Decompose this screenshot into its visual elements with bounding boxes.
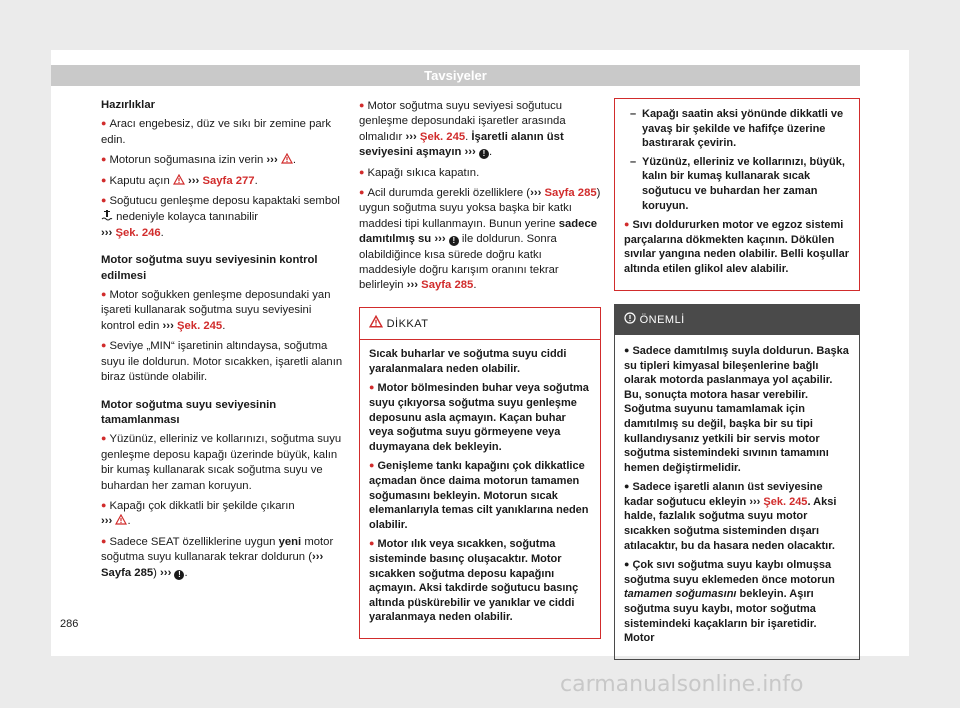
list-item: ● Soğutucu genleşme deposu kapaktaki sembol nedeniyle kolayca tanınabilir ››› Şek. 246. <box>101 193 347 241</box>
warning-box-body <box>360 340 600 638</box>
page-reference-link[interactable]: Sayfa 285 <box>101 566 154 579</box>
figure-reference-link[interactable]: Şek. 245 <box>763 495 808 508</box>
column-2 <box>359 98 601 639</box>
page-reference-link[interactable]: Sayfa 277 <box>202 174 255 187</box>
figure-reference-link[interactable]: Şek. 246 <box>115 226 161 239</box>
list-item: ● Sadece SEAT özelliklerine uygun yeni motor soğutma suyu kullanarak tekrar doldurun (››› Sayfa 285) ››› ! . <box>101 534 347 581</box>
warning-box-continued <box>614 98 860 291</box>
dash-item: – Yüzünüz, elleriniz ve kollarınızı, büyük, kalın bir kumaş kullanarak sıcak soğutucu ve buhardan her zaman koruyun. <box>624 155 850 213</box>
info-circle-icon: ! <box>174 570 184 580</box>
info-circle-icon: ! <box>479 149 489 159</box>
warning-item: ● Motor ılık veya sıcakken, soğutma sisteminde basınç oluşacaktır. Motor sıcakken soğutma deposu kapağını açmayın. Aksi takdirde soğutucu basınç altında püskürebilir ve yanıklar ve ciddi yaralanmaya neden olabilir. <box>369 536 591 625</box>
list-item: ● Seviye „MIN“ işaretinin altındaysa, soğutma suyu ile doldurun. Motor sıcakken, işaretli alanın biraz üstünde olabilir. <box>101 338 347 385</box>
heading-check-level: Motor soğutma suyu seviyesinin kontrol edilmesi <box>101 254 318 282</box>
list-item: ● Acil durumda gerekli özelliklere (››› Sayfa 285) uygun soğutma suyu yoksa başka bir katkı maddesi tipi kullanmayın. Bunun yerine sadece damıtılmış su ››› ! ile doldurun. Sonra olabildiğince kısa sürede doğru katkı maddesiyle doğru karışım oranını tekrar belirleyin ››› Sayfa 285. <box>359 185 601 294</box>
note-item: ● Sadece işaretli alanın üst seviyesine kadar soğutucu ekleyin ››› Şek. 245. Aksi halde, fazlalık soğutma suyu motor sıcakken soğutma sisteminden dışarı atılacaktır, bu da hasara neden olacaktır. <box>624 479 850 553</box>
warning-triangle-icon <box>281 153 293 164</box>
heading-preparations: Hazırlıklar <box>101 99 156 111</box>
watermark: carmanualsonline.info <box>560 672 804 697</box>
heading-top-up: Motor soğutma suyu seviyesinin tamamlanması <box>101 398 277 426</box>
list-item: ● Kapağı sıkıca kapatın. <box>359 165 601 181</box>
list-item: ● Yüzünüz, elleriniz ve kollarınızı, soğutma suyu genleşme deposu kapağı üzerinde büyük, kalın bir kumaş kullanarak sıcak soğutma suyu ve buhardan her zaman koruyun. <box>101 431 347 494</box>
warning-box-header <box>360 308 600 340</box>
coolant-symbol-icon <box>101 209 113 221</box>
column-3 <box>614 98 860 660</box>
column-1 <box>101 98 347 585</box>
warning-box <box>359 307 601 639</box>
page-reference-link[interactable]: Sayfa 285 <box>544 187 597 200</box>
note-box-header <box>615 305 859 335</box>
section-header: Tavsiyeler <box>51 65 860 86</box>
figure-reference-link[interactable]: Şek. 245 <box>176 319 223 332</box>
note-box <box>614 304 860 660</box>
warning-item: ● Genişleme tankı kapağını çok dikkatlice açmadan önce daima motorun tamamen soğumasını bekleyin. Motorun sıcak elemanlarıyla temas cilt yanıklarına neden olabilir. <box>369 458 591 532</box>
info-circle-icon: ! <box>449 236 459 246</box>
page-reference-link[interactable]: Sayfa 285 <box>421 279 474 292</box>
warning-item: ● Sıvı doldururken motor ve egzoz sistemi parçalarına dökmekten kaçının. Dökülen sıvılar yangına neden olabilir. Belli koşullar altında etilen glikol alev alabilir. <box>624 217 850 276</box>
list-item: ● Motor soğutma suyu seviyesi soğutucu genleşme deposundaki işaretler arasında olmalıdır ››› Şek. 245. İşaretli alanın üst seviyesini aşmayın ››› ! . <box>359 98 601 161</box>
note-box-body <box>615 335 859 659</box>
list-item: ● Motor soğukken genleşme deposundaki yan işareti kullanarak soğutma suyu seviyesini kontrol edin ››› Şek. 245. <box>101 287 347 334</box>
warning-triangle-icon <box>369 315 383 328</box>
warning-triangle-icon <box>173 174 185 185</box>
info-circle-icon <box>624 312 636 324</box>
note-item: ● Çok sıvı soğutma suyu kaybı olmuşsa soğutma suyu eklemeden önce motorun tamamen soğumasını bekleyin. Aşırı soğutma suyu kaybı, motor soğutma sistemindeki kaçakların bir işaretidir. Motor <box>624 557 850 646</box>
list-item: ● Motorun soğumasına izin verin ››› . <box>101 152 347 168</box>
warning-intro: Sıcak buharlar ve soğutma suyu ciddi yaralanmalara neden olabilir. <box>369 348 567 375</box>
page-number: 286 <box>60 618 79 630</box>
figure-reference-link[interactable]: Şek. 245 <box>419 130 466 143</box>
warning-item: ● Motor bölmesinden buhar veya soğutma suyu çıkıyorsa soğutma suyu genleşme deposunu asla açmayın. Kaçan buhar veya soğutma suyu görmeyene veya duymayana dek bekleyin. <box>369 380 591 454</box>
warning-title: DİKKAT <box>386 317 429 330</box>
dash-item: – Kapağı saatin aksi yönünde dikkatli ve yavaş bir şekilde ve hafifçe üzerine bastırarak çevirin. <box>624 107 850 151</box>
note-item: ● Sadece damıtılmış suyla doldurun. Başka su tipleri kimyasal bileşenlerine bağlı olarak motorda paslanmaya yol açabilir. Bu, sonuçta motora hasar verebilir. Soğutma suyunu tamamlamak için damıtılmış su değil, başka bir su tipi kullandıysanız yetkili bir servis motor soğutma sistemindeki sıvının tamamını hemen değiştirmelidir. <box>624 343 850 475</box>
warning-triangle-icon <box>115 514 127 525</box>
list-item: ● Kaputu açın ››› Sayfa 277. <box>101 173 347 189</box>
list-item: ● Aracı engebesiz, düz ve sıkı bir zemine park edin. <box>101 116 347 148</box>
list-item: ● Kapağı çok dikkatli bir şekilde çıkarın ››› . <box>101 498 347 530</box>
note-title: ÖNEMLİ <box>639 313 685 326</box>
